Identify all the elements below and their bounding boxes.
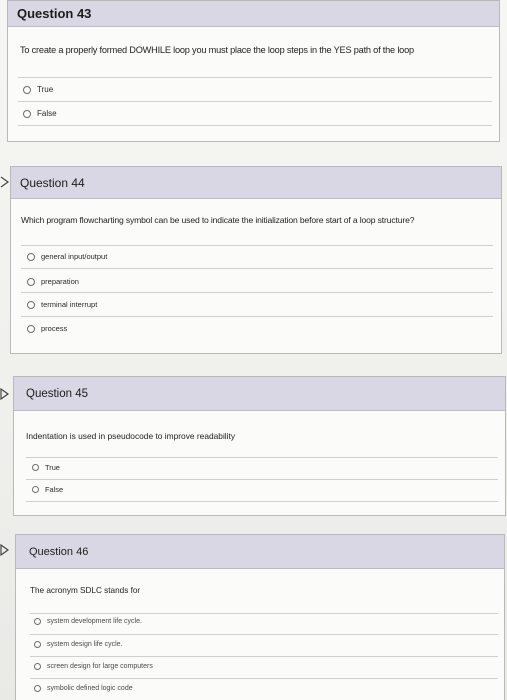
separator	[30, 678, 498, 679]
answer-option[interactable]	[32, 485, 63, 494]
question-block-45	[13, 376, 506, 516]
answer-option[interactable]	[27, 252, 107, 261]
option-label: screen design for large computers	[47, 663, 153, 670]
separator	[26, 479, 498, 480]
radio-empty-icon[interactable]	[23, 110, 31, 118]
separator	[26, 501, 498, 502]
radio-empty-icon[interactable]	[27, 253, 35, 261]
separator	[18, 77, 492, 78]
question-block-43	[7, 0, 500, 142]
question-prompt: Indentation is used in pseudocode to improve readability	[26, 431, 236, 441]
option-label: preparation	[41, 277, 79, 286]
answer-option[interactable]	[34, 685, 133, 692]
separator	[18, 125, 492, 126]
radio-empty-icon[interactable]	[27, 301, 35, 309]
question-header	[8, 1, 499, 27]
answer-option[interactable]	[34, 618, 142, 625]
question-block-46	[15, 534, 505, 700]
separator	[30, 613, 498, 614]
separator	[26, 457, 498, 458]
option-label: symbolic defined logic code	[47, 685, 133, 692]
radio-empty-icon[interactable]	[34, 618, 41, 625]
option-label: process	[41, 324, 68, 333]
separator	[21, 292, 493, 293]
play-arrow-icon	[0, 388, 10, 400]
question-prompt: Which program flowcharting symbol can be used to indicate the initialization before start of a loop structure?	[21, 215, 415, 225]
answer-option[interactable]	[23, 109, 57, 118]
question-block-44	[10, 166, 502, 354]
separator	[18, 101, 492, 102]
separator	[21, 268, 493, 269]
question-prompt: To create a properly formed DOWHILE loop you must place the loop steps in the YES path of the loop	[20, 45, 414, 55]
radio-empty-icon[interactable]	[34, 663, 41, 670]
separator	[21, 245, 493, 246]
radio-empty-icon[interactable]	[32, 464, 39, 471]
answer-option[interactable]	[27, 300, 97, 309]
option-label: general input/output	[41, 252, 108, 261]
radio-empty-icon[interactable]	[23, 86, 31, 94]
question-title: Question 46	[29, 545, 89, 558]
radio-empty-icon[interactable]	[32, 486, 39, 493]
question-header	[14, 377, 505, 411]
option-label: False	[45, 485, 64, 494]
question-title: Question 44	[20, 175, 85, 190]
play-arrow-icon	[0, 544, 10, 556]
separator	[30, 634, 498, 635]
answer-option[interactable]	[32, 463, 60, 472]
separator	[21, 316, 493, 317]
separator	[30, 656, 498, 657]
radio-empty-icon[interactable]	[27, 325, 35, 333]
option-label: False	[37, 109, 57, 118]
option-label: system design life cycle.	[47, 641, 123, 648]
answer-option[interactable]	[34, 641, 122, 648]
answer-option[interactable]	[34, 663, 153, 670]
option-label: True	[37, 85, 54, 94]
question-header	[16, 535, 504, 569]
answer-option[interactable]	[27, 324, 67, 333]
play-arrow-icon	[0, 176, 10, 188]
answer-option[interactable]	[27, 277, 79, 286]
question-prompt: The acronym SDLC stands for	[30, 586, 141, 595]
question-title: Question 43	[17, 6, 92, 21]
radio-empty-icon[interactable]	[27, 278, 35, 286]
radio-empty-icon[interactable]	[34, 685, 41, 692]
answer-option[interactable]	[23, 85, 53, 94]
question-title: Question 45	[26, 387, 89, 400]
question-header	[11, 167, 501, 199]
option-label: True	[45, 463, 60, 472]
radio-empty-icon[interactable]	[34, 641, 41, 648]
option-label: system development life cycle.	[47, 618, 142, 625]
option-label: terminal interrupt	[41, 300, 98, 309]
